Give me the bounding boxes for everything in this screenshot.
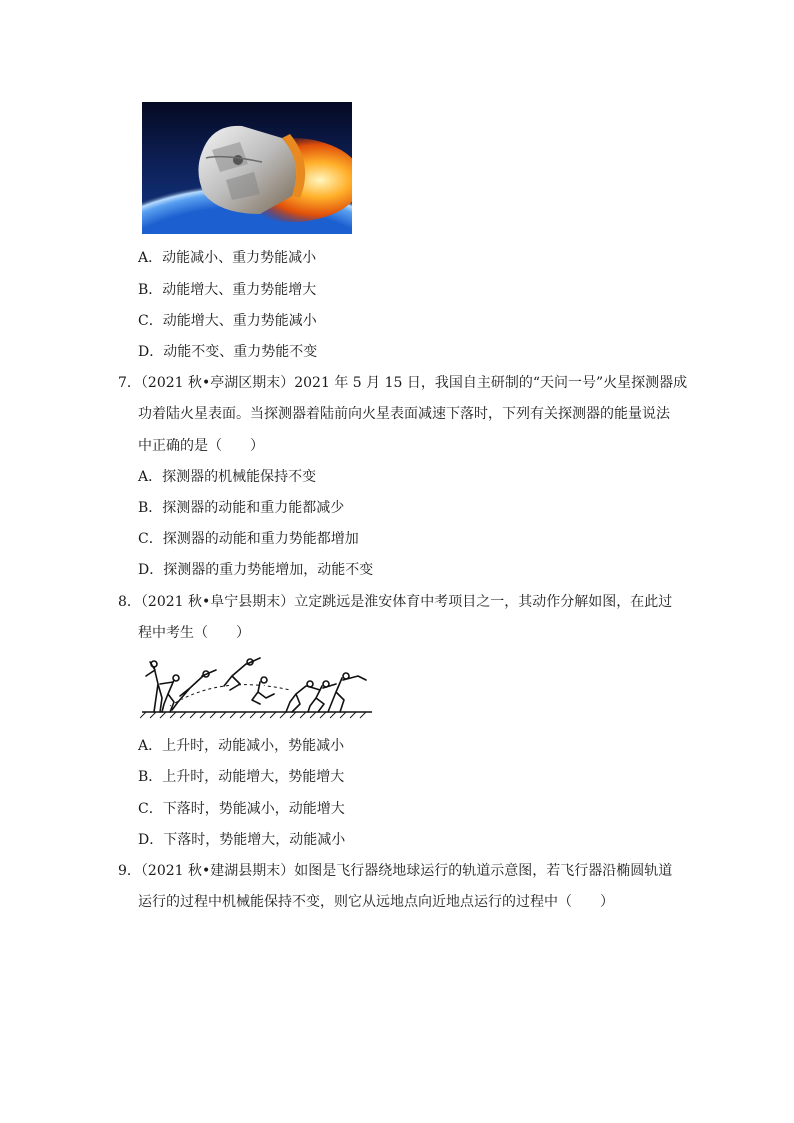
q8-option-a: A．上升时，动能减小，势能减小: [138, 738, 345, 754]
standing-long-jump-icon: [140, 654, 372, 720]
spacecraft-reentry-image: [142, 102, 352, 234]
q7-text-line-1: 7．（2021 秋•亭湖区期末）2021 年 5 月 15 日，我国自主研制的“天问一号”火星探测器成: [118, 375, 688, 391]
q8-text-line-1: 8．（2021 秋•阜宁县期末）立定跳远是淮安体育中考项目之一，其动作分解如图，在此过: [118, 594, 673, 610]
q7-text-line-2: 功着陆火星表面。当探测器着陆前向火星表面减速下落时，下列有关探测器的能量说法: [138, 406, 670, 422]
q8-option-b: B．上升时，动能增大，势能增大: [138, 769, 345, 785]
q8-option-d: D．下落时，势能增大，动能减小: [138, 832, 346, 848]
q6-option-c: C．动能增大、重力势能减小: [138, 313, 317, 329]
q6-option-a: A．动能减小、重力势能减小: [138, 250, 317, 266]
spacecraft-reentry-icon: [142, 102, 352, 234]
q6-option-b: B．动能增大、重力势能增大: [138, 282, 317, 298]
standing-long-jump-diagram: [140, 654, 372, 720]
q6-option-d: D．动能不变、重力势能不变: [138, 344, 318, 360]
q7-option-b: B．探测器的动能和重力能都减少: [138, 500, 345, 516]
q9-text-line-2: 运行的过程中机械能保持不变，则它从远地点向近地点运行的过程中（ ）: [138, 894, 614, 910]
q7-text-line-3: 中正确的是（ ）: [138, 438, 264, 454]
q9-text-line-1: 9．（2021 秋•建湖县期末）如图是飞行器绕地球运行的轨道示意图，若飞行器沿椭圆轨道: [118, 863, 673, 879]
q7-option-a: A．探测器的机械能保持不变: [138, 469, 317, 485]
q8-option-c: C．下落时，势能减小，动能增大: [138, 801, 345, 817]
q8-text-line-2: 程中考生（ ）: [138, 625, 250, 641]
q7-option-d: D．探测器的重力势能增加，动能不变: [138, 562, 374, 578]
q7-option-c: C．探测器的动能和重力势能都增加: [138, 531, 359, 547]
